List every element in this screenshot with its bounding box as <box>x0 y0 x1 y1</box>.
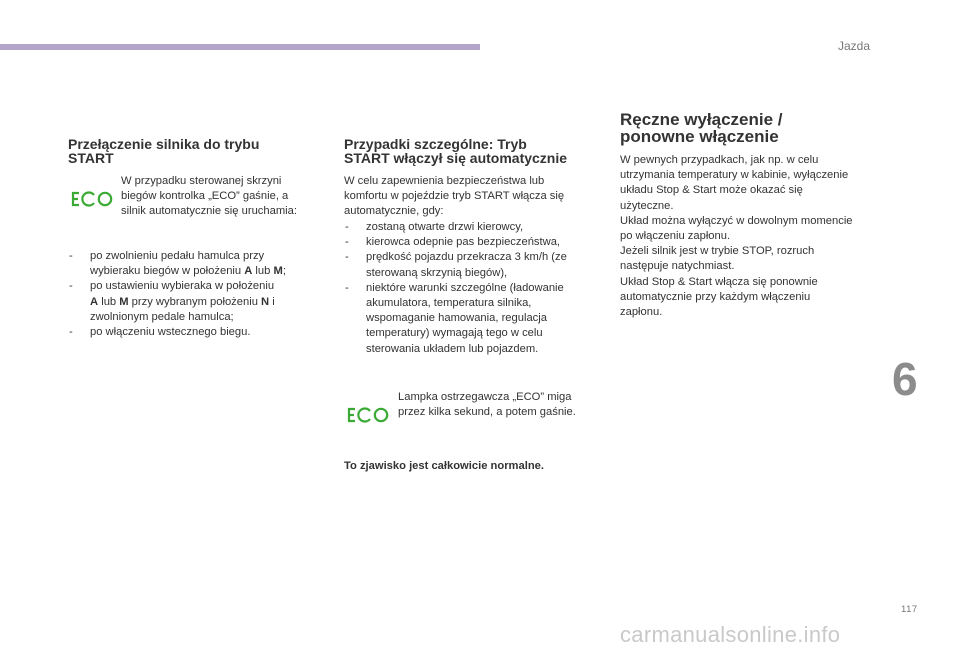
list-item <box>344 281 604 357</box>
section-title: Jazda <box>838 39 871 53</box>
heading-line: Przełączenie silnika do trybu <box>68 136 260 152</box>
text-line: niektóre warunki szczególne (ładowanie <box>366 281 564 294</box>
text-line: W celu zapewnienia bezpieczeństwa lub <box>344 175 545 187</box>
list-item <box>68 325 318 340</box>
text-line: automatycznie, gdy: <box>344 205 444 218</box>
body-text <box>620 153 880 320</box>
text-line: W przypadku sterowanej skrzyni <box>121 175 282 187</box>
mode-key: A <box>244 265 253 278</box>
lamp-text <box>398 390 608 420</box>
text-line: Jeżeli silnik jest w trybie STOP, rozruch <box>620 245 815 258</box>
text-line: zostaną otwarte drzwi kierowcy, <box>366 221 524 233</box>
heading-line: Przypadki szczególne: Tryb <box>344 136 527 152</box>
eco-icon <box>69 190 113 208</box>
text-line: sterowania układem lub pojazdem. <box>366 342 539 355</box>
mode-key: M <box>119 295 129 308</box>
text-line: przez kilka sekund, a potem gaśnie. <box>398 406 576 419</box>
text-line: po włączeniu wstecznego biegu. <box>90 326 251 339</box>
text-fragment: lub <box>252 265 274 278</box>
mode-key: A <box>90 295 99 308</box>
text-line: W pewnych przypadkach, jak np. w celu <box>620 154 819 166</box>
text-fragment: ; <box>282 265 286 278</box>
text-line: po włączeniu zapłonu. <box>620 230 731 243</box>
text-line: następuje natychmiast. <box>620 260 735 273</box>
text-line: Układ można wyłączyć w dowolnym momencie <box>620 214 853 227</box>
text-line: Układ Stop & Start włącza się ponownie <box>620 275 818 288</box>
text-line: Lampka ostrzegawcza „ECO” miga <box>398 391 572 403</box>
watermark: carmanualsonline.info <box>620 622 841 647</box>
list-item <box>344 250 604 280</box>
text-line: akumulatora, temperatura silnika, <box>366 297 532 310</box>
heading-start-mode <box>68 137 259 165</box>
intro-text <box>121 174 321 220</box>
heading-line: ponowne włączenie <box>620 127 779 146</box>
text-line: prędkość pojazdu przekracza 3 km/h (ze <box>366 251 567 264</box>
list-item <box>68 279 318 325</box>
heading-line: START włączył się automatycznie <box>344 150 568 166</box>
text-line: kierowca odepnie pas bezpieczeństwa, <box>366 236 561 249</box>
intro-text <box>344 174 604 220</box>
header-accent-bar <box>0 44 480 50</box>
heading-line: Ręczne wyłączenie / <box>620 110 783 129</box>
page-number: 117 <box>901 604 918 615</box>
text-line: utrzymania temperatury w kabinie, wyłączenie <box>620 169 849 182</box>
text-line: zwolnionym pedale hamulca; <box>90 310 234 323</box>
chapter-number: 6 <box>892 353 918 405</box>
list-item <box>344 220 604 235</box>
text-line: układu Stop & Start może okazać się <box>620 184 803 197</box>
mode-key: N <box>261 295 270 308</box>
text-line: silnik automatycznie się uruchamia: <box>121 205 297 218</box>
text-fragment: przy wybranym położeniu <box>128 295 262 308</box>
eco-icon <box>345 406 389 424</box>
start-conditions-list <box>68 249 318 340</box>
text-line: po zwolnieniu pedału hamulca przy <box>90 250 265 262</box>
note-text: To zjawisko jest całkowicie normalne. <box>344 460 544 472</box>
heading-manual-toggle <box>620 111 783 145</box>
text-line: komfortu w pojeździe tryb START włącza się <box>344 190 565 203</box>
text-line: automatycznie przy każdym włączeniu <box>620 290 811 303</box>
text-line: biegów kontrolka „ECO” gaśnie, a <box>121 190 289 203</box>
list-item <box>68 249 318 279</box>
text-line: temperatury) wymagają tego w celu <box>366 327 543 340</box>
auto-start-list <box>344 220 604 357</box>
text-line: sterowaną skrzynią biegów), <box>366 266 508 279</box>
mode-key: M <box>273 265 283 278</box>
list-item <box>344 235 604 250</box>
heading-special-cases <box>344 137 567 165</box>
text-fragment: i <box>269 295 275 308</box>
text-line: wspomaganie hamowania, regulacja <box>366 312 547 325</box>
text-line: wybieraku biegów w położeniu <box>90 265 245 278</box>
text-fragment: lub <box>98 295 120 308</box>
text-line: po ustawieniu wybieraka w położeniu <box>90 280 275 293</box>
text-line: użyteczne. <box>620 199 674 212</box>
text-line: zapłonu. <box>620 306 663 319</box>
heading-line: START <box>68 150 114 166</box>
